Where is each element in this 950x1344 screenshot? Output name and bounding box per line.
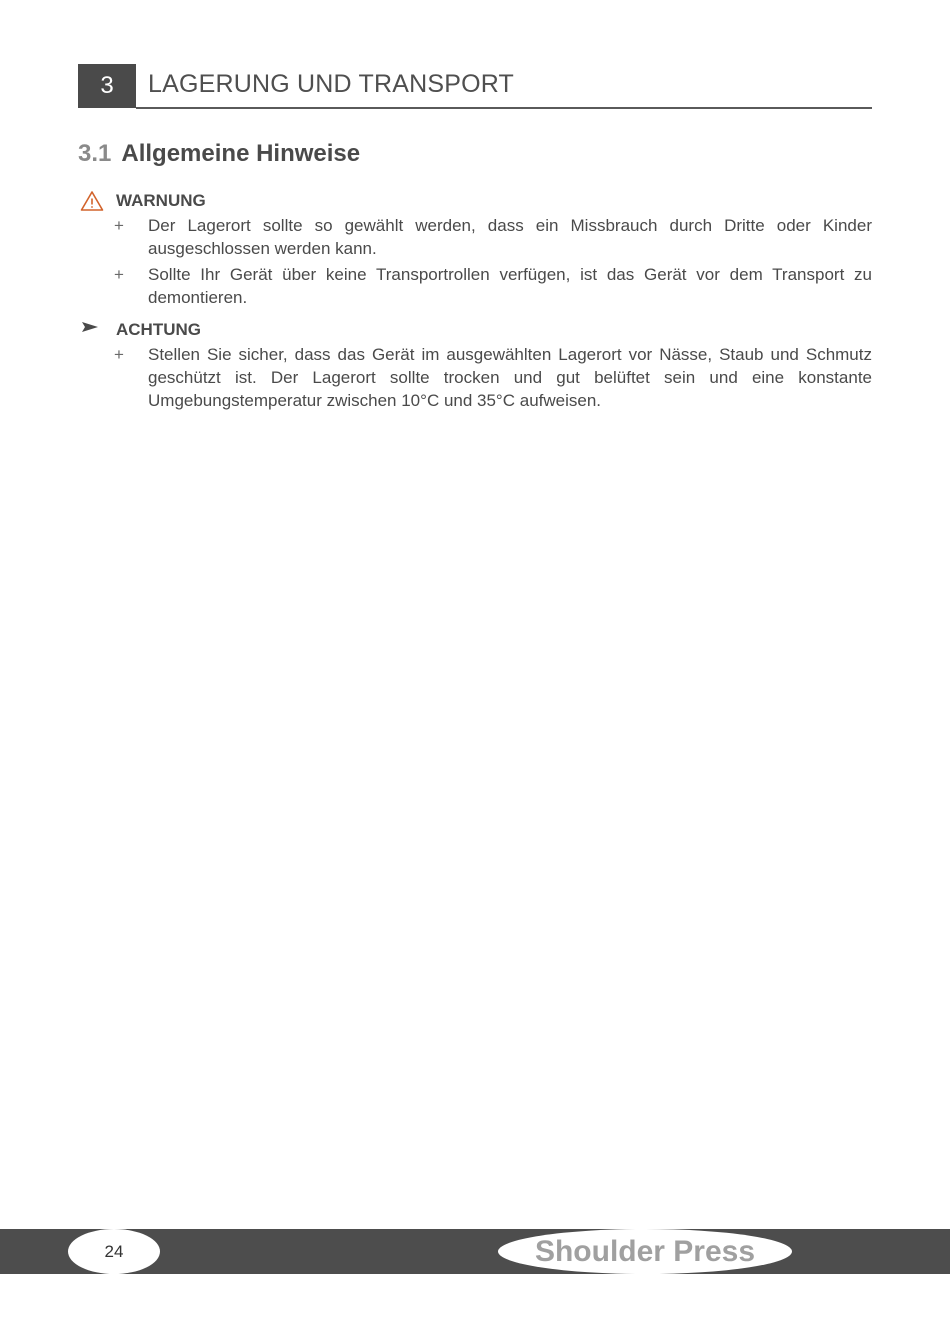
warning-list	[78, 214, 872, 309]
section-number: 3.1	[78, 140, 112, 167]
list-item	[78, 263, 872, 309]
page-number	[68, 1229, 160, 1274]
attention-notice	[78, 319, 872, 415]
list-item	[78, 214, 872, 260]
chapter-title: LAGERUNG UND TRANSPORT	[148, 70, 515, 98]
chapter-number: 3	[78, 64, 136, 108]
arrow-right-icon	[80, 319, 100, 344]
warning-notice	[78, 190, 872, 312]
section-title: Allgemeine Hinweise	[121, 140, 361, 167]
list-item-text: Sollte Ihr Gerät über keine Transportrollen verfügen, ist das Gerät vor dem Transport zu demontieren.	[148, 265, 872, 307]
product-name-badge	[498, 1229, 792, 1274]
plus-icon: +	[114, 216, 124, 235]
attention-list	[78, 343, 872, 412]
attention-label: ACHTUNG	[116, 320, 201, 339]
chapter-divider	[136, 107, 872, 109]
page-footer	[0, 1229, 950, 1274]
product-name: Shoulder Press	[534, 1234, 756, 1268]
list-item	[78, 343, 872, 412]
list-item-text: Stellen Sie sicher, dass das Gerät im ausgewählten Lagerort vor Nässe, Staub und Schmutz geschützt ist. Der Lagerort sollte trocken und gut belüftet sein und eine konstante Umgebungstemperatur zwischen 10°C und 35°C aufweisen.	[148, 345, 872, 410]
section-heading	[78, 140, 360, 168]
chapter-header	[78, 64, 872, 110]
warning-triangle-icon	[80, 190, 104, 217]
warning-label: WARNUNG	[116, 191, 206, 210]
page-number-text: 24	[104, 1241, 124, 1261]
plus-icon: +	[114, 345, 124, 364]
list-item-text: Der Lagerort sollte so gewählt werden, dass ein Missbrauch durch Dritte oder Kinder ausgeschlossen werden kann.	[148, 216, 872, 258]
plus-icon: +	[114, 265, 124, 284]
